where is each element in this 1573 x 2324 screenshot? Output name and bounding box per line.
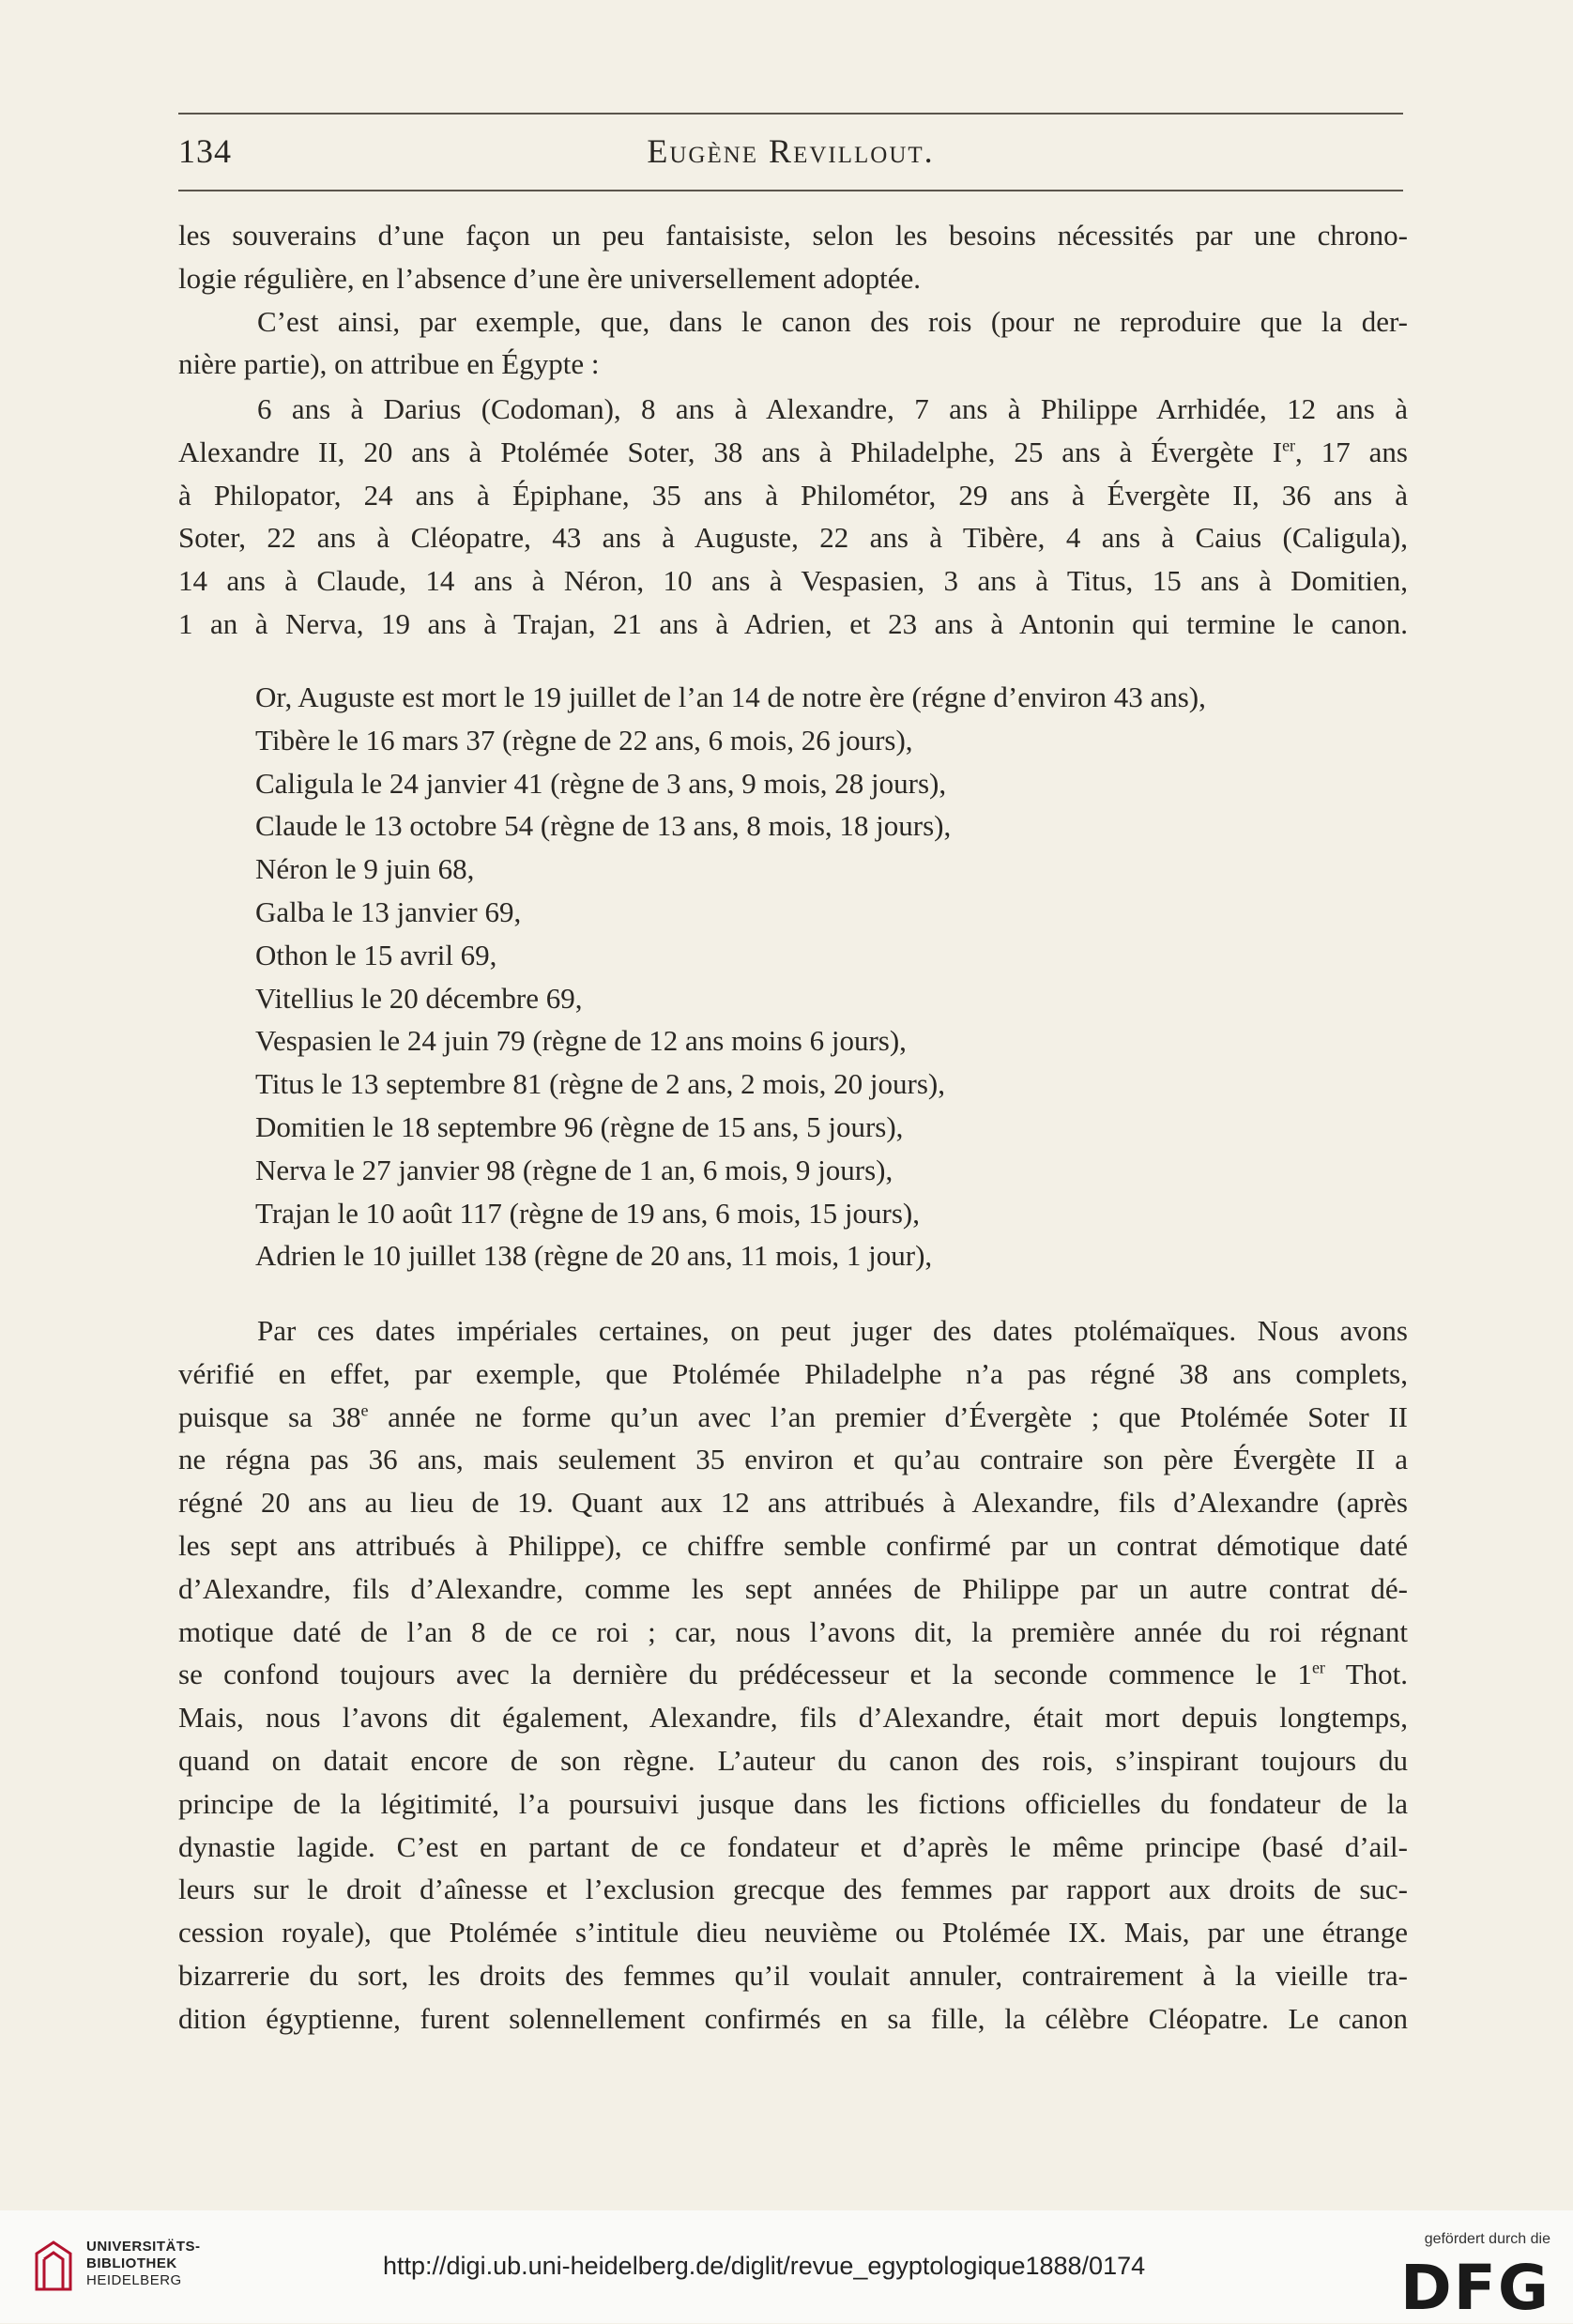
text-line: Alexandre II, 20 ans à Ptolémée Soter, 38 ans à Philadelphe, 25 ans à Évergète Ier, 17 ans xyxy=(178,435,1408,468)
list-item: Galba le 13 janvier 69, xyxy=(255,894,522,928)
source-url-link[interactable]: http://digi.ub.uni-heidelberg.de/diglit/revue_egyptologique1888/0174 xyxy=(383,2252,1146,2280)
header-rule-bottom xyxy=(178,190,1403,191)
text-line: C’est ainsi, par exemple, que, dans le canon des rois (pour ne reproduire que la der- xyxy=(257,304,1408,338)
list-item: Othon le 15 avril 69, xyxy=(255,938,497,971)
text-line: leurs sur le droit d’aînesse et l’exclusion grecque des femmes par rapport aux droits de suc- xyxy=(178,1873,1408,1906)
text-line: 1 an à Nerva, 19 ans à Trajan, 21 ans à Adrien, et 23 ans à Antonin qui termine le canon. xyxy=(178,606,1408,640)
list-item: Adrien le 10 juillet 138 (règne de 20 ans, 11 mois, 1 jour), xyxy=(255,1239,933,1273)
list-item: Trajan le 10 août 117 (règne de 19 ans, 6 mois, 15 jours), xyxy=(255,1196,921,1230)
text-line: Soter, 22 ans à Cléopatre, 43 ans à Auguste, 22 ans à Tibère, 4 ans à Caius (Caligula), xyxy=(178,521,1408,555)
text-line: les sept ans attribués à Philippe), ce chiffre semble confirmé par un contrat démotique daté xyxy=(178,1528,1408,1562)
list-item: Tibère le 16 mars 37 (règne de 22 ans, 6 mois, 26 jours), xyxy=(255,723,913,757)
text-line: d’Alexandre, fils d’Alexandre, comme les sept années de Philippe par un autre contrat dé- xyxy=(178,1571,1408,1605)
final-paragraph xyxy=(178,1309,1408,2041)
text-line: régné 20 ans au lieu de 19. Quant aux 12 ans attribués à Alexandre, fils d’Alexandre (après xyxy=(178,1486,1408,1520)
text-line: Par ces dates impériales certaines, on peut juger des dates ptolémaïques. Nous avons xyxy=(257,1314,1408,1347)
list-item: Vitellius le 20 décembre 69, xyxy=(255,981,583,1015)
text-line: ne régna pas 36 ans, mais seulement 35 environ et qu’au contraire son père Évergète II a xyxy=(178,1443,1408,1476)
running-head-author: Eugène Revillout. xyxy=(647,132,935,170)
text-line: puisque sa 38e année ne forme qu’un avec l’an premier d’Évergète ; que Ptolémée Soter II xyxy=(178,1399,1408,1433)
text-line: Mais, nous l’avons dit également, Alexandre, fils d’Alexandre, était mort depuis longtemps, xyxy=(178,1701,1408,1735)
text-line: vérifié en effet, par exemple, que Ptolémée Philadelphe n’a pas régné 38 ans complets, xyxy=(178,1356,1408,1390)
list-item: Claude le 13 octobre 54 (règne de 13 ans, 8 mois, 18 jours), xyxy=(255,809,952,843)
text-line: 14 ans à Claude, 14 ans à Néron, 10 ans à Vespasien, 3 ans à Titus, 15 ans à Domitien, xyxy=(178,564,1408,598)
list-item: Caligula le 24 janvier 41 (règne de 3 ans, 9 mois, 28 jours), xyxy=(255,766,947,800)
funding-note: gefördert durch die xyxy=(1424,2231,1550,2247)
digitization-footer xyxy=(0,2210,1573,2323)
text-line: se confond toujours avec la dernière du prédécesseur et la seconde commence le 1er Thot. xyxy=(178,1658,1408,1691)
emperor-dates-list xyxy=(255,676,1410,1277)
text-line: dition égyptienne, furent solennellement confirmés en sa fille, la célèbre Cléopatre. Le canon xyxy=(178,2001,1408,2035)
text-line: les souverains d’une façon un peu fantaisiste, selon les besoins nécessités par une chrono- xyxy=(178,219,1408,252)
list-item: Domitien le 18 septembre 96 (règne de 15 ans, 5 jours), xyxy=(255,1109,904,1143)
list-item: Or, Auguste est mort le 19 juillet de l’an 14 de notre ère (régne d’environ 43 ans), xyxy=(255,680,1206,713)
text-line: nière partie), on attribue en Égypte : xyxy=(178,347,600,381)
page-number: 134 xyxy=(178,132,232,170)
library-logo-icon xyxy=(33,2239,74,2293)
dfg-logo: DFG xyxy=(1399,2252,1550,2324)
library-name: UNIVERSITÄTS- BIBLIOTHEK HEIDELBERG xyxy=(86,2239,201,2288)
text-line: logie régulière, en l’absence d’une ère universellement adoptée. xyxy=(178,261,921,295)
text-line: motique daté de l’an 8 de ce roi ; car, nous l’avons dit, la première année du roi régnant xyxy=(178,1614,1408,1648)
text-line: quand on datait encore de son règne. L’auteur du canon des rois, s’inspirant toujours du xyxy=(178,1743,1408,1777)
text-line: cession royale), que Ptolémée s’intitule dieu neuvième ou Ptolémée IX. Mais, par une étrange xyxy=(178,1916,1408,1949)
text-line: à Philopator, 24 ans à Épiphane, 35 ans à Philométor, 29 ans à Évergète II, 36 ans à xyxy=(178,478,1408,512)
list-item: Néron le 9 juin 68, xyxy=(255,852,475,886)
text-line: bizarrerie du sort, les droits des femmes qu’il voulait annuler, contrairement à la vieille tra- xyxy=(178,1958,1408,1992)
text-line: dynastie lagide. C’est en partant de ce fondateur et d’après le même principe (basé d’ail- xyxy=(178,1829,1408,1863)
list-item: Titus le 13 septembre 81 (règne de 2 ans, 2 mois, 20 jours), xyxy=(255,1067,946,1101)
text-line: principe de la légitimité, l’a poursuivi jusque dans les fictions officielles du fondateur de la xyxy=(178,1786,1408,1820)
list-item: Nerva le 27 janvier 98 (règne de 1 an, 6 mois, 9 jours), xyxy=(255,1153,893,1186)
intro-paragraphs xyxy=(178,214,1408,386)
page-header xyxy=(178,131,1403,184)
header-rule-top xyxy=(178,113,1403,115)
canon-paragraph xyxy=(178,388,1408,646)
text-line: 6 ans à Darius (Codoman), 8 ans à Alexandre, 7 ans à Philippe Arrhidée, 12 ans à xyxy=(257,392,1408,425)
list-item: Vespasien le 24 juin 79 (règne de 12 ans moins 6 jours), xyxy=(255,1024,907,1058)
